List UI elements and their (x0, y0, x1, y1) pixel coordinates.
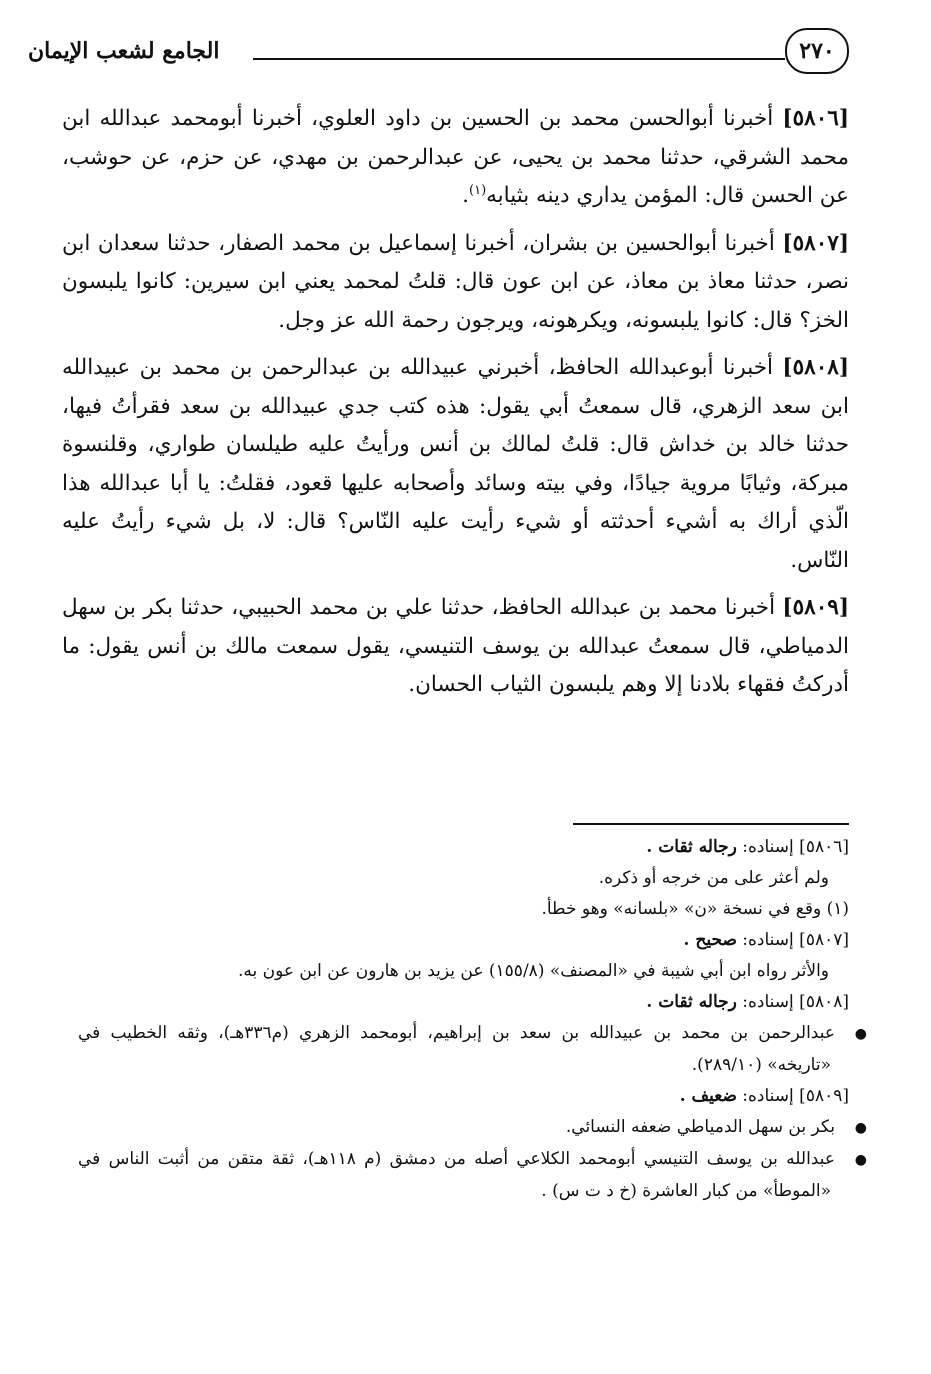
hadith-text: أخبرنا أبوعبدالله الحافظ، أخبرني عبيدالله بن عبدالرحمن بن محمد بن عبيدالله ابن سعد الزهري، قال سمعتُ أبي يقول: هذه كتب جدي عبيدالله بن سعد فقرأتُ فيها، حدثنا خالد بن خداش قال: قلتُ لمالك بن أنس ورأيتُ عليه طيلسان طواري، وقلنسوة مبركة، وثيابًا مروية جيادًا، وفي بيته وسائد وأصحابه عليها قعود، فقلتُ: يا أبا عبدالله هذا الّذي أراك به أشيء أحدثته أو شيء رأيت عليه النّاس؟ قال: لا، بل شيء رأيتُ عليه النّاس. (62, 355, 849, 573)
note-5808 (78, 987, 849, 1018)
note-grade: رجاله ثقات . (646, 837, 737, 857)
note-grade: صحيح . (683, 930, 737, 950)
hadith-5806 (62, 100, 849, 216)
bullet-icon: ● (854, 1120, 867, 1136)
footnote-reference[interactable]: (١) (469, 182, 487, 198)
hadith-number: [٥٨٠٩] (782, 595, 849, 620)
note-grade: ضعيف . (679, 1086, 737, 1106)
note-5807 (78, 925, 849, 956)
main-text (62, 100, 849, 714)
header-rule (253, 58, 785, 60)
book-title: الجامع لشعب الإيمان (28, 38, 220, 64)
note-5807-extra: والأثر رواه ابن أبي شيبة في «المصنف» (١٥٥/٨) عن يزيد بن هارون عن ابن عون به. (237, 961, 829, 981)
note-label: [٥٨٠٩] إسناده: (742, 1086, 849, 1106)
hadith-5808 (62, 349, 849, 580)
footnote-separator (573, 823, 849, 825)
note-5809-bullet-1 (78, 1112, 867, 1144)
hadith-number: [٥٨٠٦] (782, 106, 849, 131)
note-label: [٥٨٠٨] إسناده: (742, 992, 849, 1012)
hadith-text: أخبرنا أبوالحسين بن بشران، أخبرنا إسماعيل بن محمد الصفار، حدثنا سعدان ابن نصر، حدثنا معاذ بن معاذ، عن ابن عون قال: قلتُ لمحمد يعني ابن سيرين: كانوا يلبسون الخز؟ قال: كانوا يلبسونه، ويكرهونه، ويرجون رحمة الله عز وجل. (62, 230, 849, 333)
hadith-number: [٥٨٠٧] (782, 230, 849, 256)
note-1: (١) وقع في نسخة «ن» «بلسانه» وهو خطأ. (541, 899, 849, 919)
bullet-icon: ● (854, 1026, 867, 1042)
hadith-number: [٥٨٠٨] (782, 355, 849, 380)
note-5806 (78, 832, 849, 863)
note-grade: رجاله ثقات . (646, 992, 737, 1012)
bullet-text: عبدالرحمن بن محمد بن عبيدالله بن سعد بن إبراهيم، أبومحمد الزهري (م٣٣٦هـ)، وثقه الخطيب في «تاريخه» (٢٨٩/١٠). (78, 1023, 835, 1075)
note-5808-bullet (78, 1018, 867, 1081)
note-5809 (78, 1081, 849, 1112)
note-label: [٥٨٠٧] إسناده: (742, 930, 849, 950)
hadith-tail: . (462, 183, 470, 208)
note-5809-bullet-2 (78, 1144, 867, 1207)
hadith-5807 (62, 225, 849, 341)
footnotes (78, 832, 867, 1207)
bullet-text: بكر بن سهل الدمياطي ضعفه النسائي. (565, 1117, 835, 1137)
bullet-text: عبدالله بن يوسف التنيسي أبومحمد الكلاعي أصله من دمشق (م ١١٨هـ)، ثقة متقن من أثبت الناس في «الموطأ» من كبار العاشرة (خ د ت س) . (78, 1149, 835, 1201)
hadith-text: أخبرنا أبوالحسن محمد بن الحسين بن داود العلوي، أخبرنا أبومحمد عبدالله ابن محمد الشرقي، حدثنا محمد بن يحيى، عن عبدالرحمن بن مهدي، عن حزم، عن حوشب، عن الحسن قال: المؤمن يداري دينه بثيابه (62, 106, 849, 208)
page-number: ٢٧٠ (785, 28, 849, 74)
hadith-5809 (62, 589, 849, 705)
page-header (28, 28, 849, 80)
note-5806-extra: ولم أعثر على من خرجه أو ذكره. (598, 868, 829, 888)
bullet-icon: ● (854, 1152, 867, 1168)
hadith-text: أخبرنا محمد بن عبدالله الحافظ، حدثنا علي بن محمد الحبيبي، حدثنا بكر بن سهل الدمياطي، قال سمعتُ عبدالله بن يوسف التنيسي، يقول سمعت مالك بن أنس يقول: ما أدركتُ فقهاء بلادنا إلا وهم يلبسون الثياب الحسان. (62, 595, 849, 697)
note-label: [٥٨٠٦] إسناده: (742, 837, 849, 857)
